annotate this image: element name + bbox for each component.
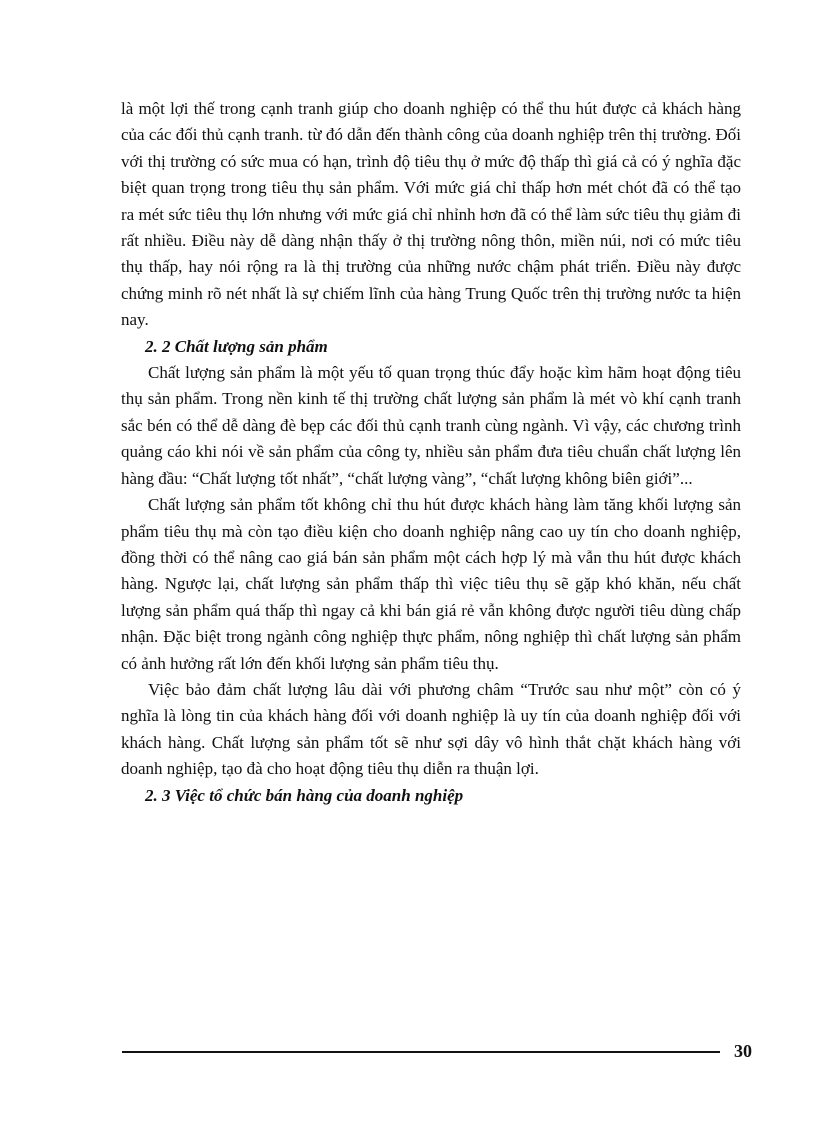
section-heading-2-3: 2. 3 Việc tổ chức bán hàng của doanh nghiệp	[145, 785, 464, 805]
paragraph-quality-long-term: Việc bảo đảm chất lượng lâu dài với phương châm “Trước sau như một” còn có ý nghĩa là lòng tin của khách hàng đối với doanh nghiệp là uy tín của doanh nghiệp đối với khách hàng. Chất lượng sản phẩm tốt sẽ như sợi dây vô hình thắt chặt khách hàng với doanh nghiệp, tạo đà cho hoạt động tiêu thụ diễn ra thuận lợi.	[121, 679, 741, 779]
footer-divider	[122, 1051, 720, 1053]
paragraph-pricing-continuation: là một lợi thế trong cạnh tranh giúp cho doanh nghiệp có thể thu hút được cả khách hàng của các đối thủ cạnh tranh. từ đó dẫn đến thành công của doanh nghiệp trên thị trường. Đối với thị trường có sức mua có hạn, trình độ tiêu thụ ở mức độ thấp thì giá cả có ý nghĩa đặc biệt quan trọng trong tiêu thụ sản phẩm. Với mức giá chỉ thấp hơn mét chót đã có thể tạo ra mét sức tiêu thụ lớn nhưng với mức giá chỉ nhỉnh hơn đã có thể làm sức tiêu thụ giảm đi rất nhiều. Điều này dễ dàng nhận thấy ở thị trường nông thôn, miền núi, nơi có mức tiêu thụ thấp, hay nói rộng ra là thị trường của những nước chậm phát triển. Điều này được chứng minh rõ nét nhất là sự chiếm lĩnh của hàng Trung Quốc trên thị trường nước ta hiện nay.	[121, 99, 741, 330]
document-body	[121, 96, 741, 809]
paragraph-quality-benefits: Chất lượng sản phẩm tốt không chỉ thu hút được khách hàng làm tăng khối lượng sản phẩm tiêu thụ mà còn tạo điều kiện cho doanh nghiệp nâng cao uy tín cho doanh nghiệp, đồng thời có thể nâng cao giá bán sản phẩm một cách hợp lý mà vẫn thu hút được khách hàng. Ngược lại, chất lượng sản phẩm thấp thì việc tiêu thụ sẽ gặp khó khăn, nếu chất lượng sản phẩm quá thấp thì ngay cả khi bán giá rẻ vẫn không được người tiêu dùng chấp nhận. Đặc biệt trong ngành công nghiệp thực phẩm, nông nghiệp thì chất lượng sản phẩm có ảnh hưởng rất lớn đến khối lượng sản phẩm tiêu thụ.	[121, 495, 741, 673]
paragraph-quality-intro: Chất lượng sản phẩm là một yếu tố quan trọng thúc đẩy hoặc kìm hãm hoạt động tiêu thụ sản phẩm. Trong nền kinh tế thị trường chất lượng sản phẩm là mét vò khí cạnh tranh sắc bén có thể dễ dàng đè bẹp các đối thủ cạnh tranh cùng ngành. Vì vậy, các chương trình quảng cáo khi nói về sản phẩm của công ty, nhiều sản phẩm đưa tiêu chuẩn chất lượng lên hàng đầu: “Chất lượng tốt nhất”, “chất lượng vàng”, “chất lượng không biên giới”...	[121, 363, 741, 488]
section-heading-2-2: 2. 2 Chất lượng sản phẩm	[145, 336, 328, 356]
page-number: 30	[734, 1041, 752, 1061]
